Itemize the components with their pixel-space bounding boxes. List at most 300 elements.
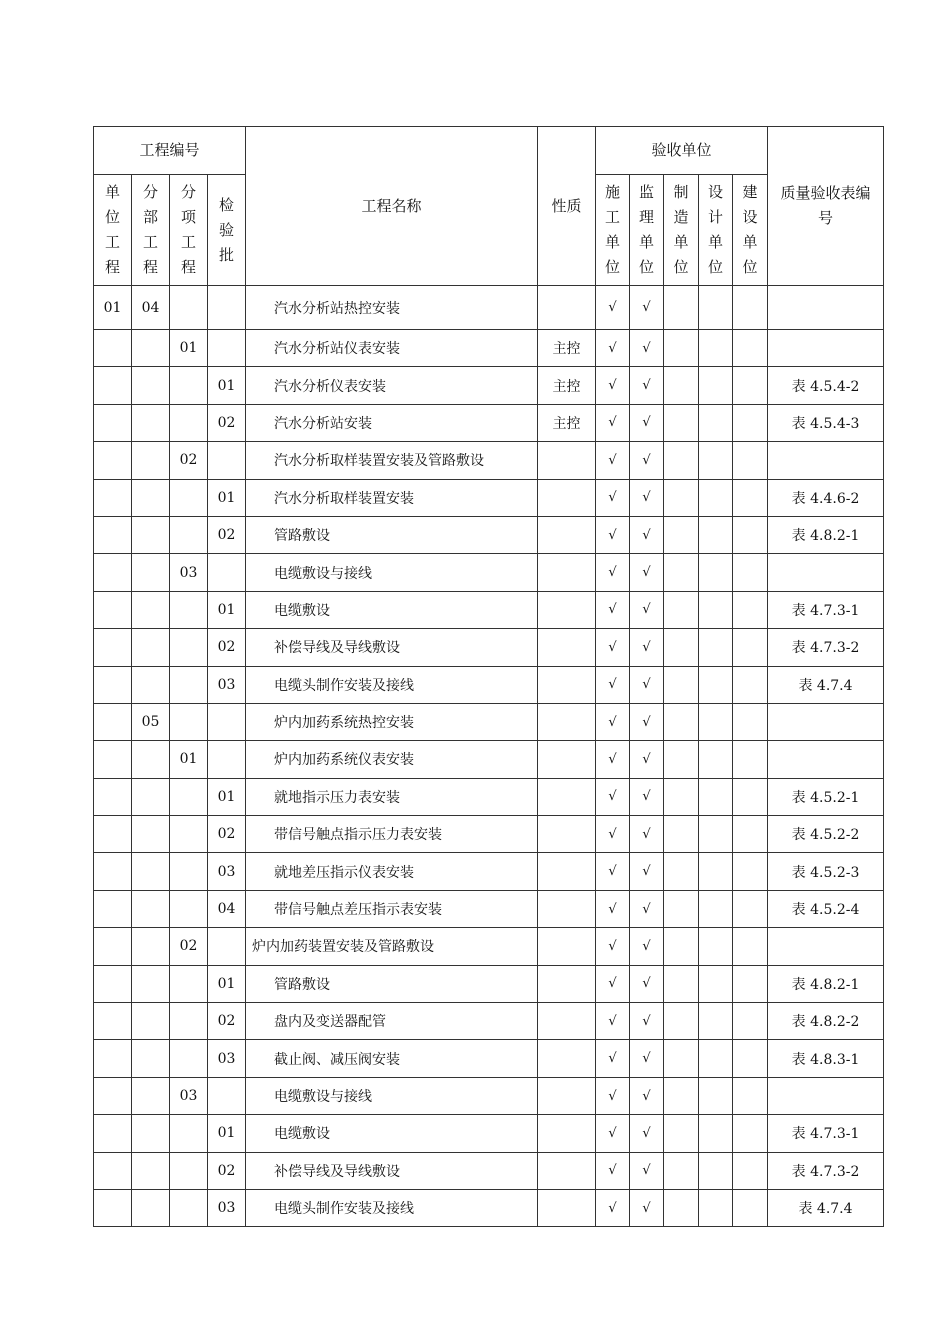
inspection-lot-cell: 01 — [208, 591, 246, 628]
form-number-cell: 表 4.7.3-1 — [768, 1115, 884, 1152]
project-name-cell: 汽水分析取样装置安装及管路敷设 — [246, 442, 538, 479]
project-name-cell: 电缆敷设 — [246, 591, 538, 628]
item-project-cell — [170, 853, 208, 890]
inspection-lot-cell — [208, 741, 246, 778]
inspection-lot-cell: 02 — [208, 1003, 246, 1040]
owner-check — [733, 703, 768, 740]
table-row — [94, 816, 884, 853]
sub-project-cell — [132, 778, 170, 815]
item-project-cell: 02 — [170, 928, 208, 965]
manufacturing-check — [664, 703, 699, 740]
supervision-check: √ — [630, 928, 664, 965]
item-project-cell — [170, 1040, 208, 1077]
unit-project-cell — [94, 703, 132, 740]
sub-project-cell — [132, 1040, 170, 1077]
manufacturing-check — [664, 286, 699, 330]
design-check — [699, 404, 733, 441]
form-number-cell — [768, 1077, 884, 1114]
sub-project-cell — [132, 442, 170, 479]
table-row — [94, 1189, 884, 1226]
table-row — [94, 286, 884, 330]
sub-project-cell — [132, 1115, 170, 1152]
unit-project-cell — [94, 666, 132, 703]
nature-cell — [538, 1152, 596, 1189]
unit-project-cell — [94, 741, 132, 778]
item-project-cell — [170, 816, 208, 853]
construction-check: √ — [596, 816, 630, 853]
inspection-lot-cell: 02 — [208, 516, 246, 553]
form-number-cell — [768, 442, 884, 479]
owner-check — [733, 367, 768, 404]
sub-project-cell — [132, 890, 170, 927]
design-check — [699, 1003, 733, 1040]
design-check — [699, 330, 733, 367]
sub-project-cell — [132, 554, 170, 591]
sub-project-cell — [132, 928, 170, 965]
header-sub-project: 分部工程 — [132, 175, 170, 286]
table-row — [94, 965, 884, 1002]
form-number-cell — [768, 703, 884, 740]
project-name-cell: 电缆头制作安装及接线 — [246, 1189, 538, 1226]
supervision-check: √ — [630, 367, 664, 404]
nature-cell — [538, 816, 596, 853]
owner-check — [733, 479, 768, 516]
owner-check — [733, 629, 768, 666]
item-project-cell — [170, 591, 208, 628]
supervision-check: √ — [630, 1003, 664, 1040]
sub-project-cell — [132, 965, 170, 1002]
inspection-lot-cell: 01 — [208, 1115, 246, 1152]
form-number-cell: 表 4.5.4-2 — [768, 367, 884, 404]
supervision-check: √ — [630, 1040, 664, 1077]
project-name-cell: 带信号触点差压指示表安装 — [246, 890, 538, 927]
manufacturing-check — [664, 1077, 699, 1114]
form-number-cell — [768, 928, 884, 965]
nature-cell — [538, 442, 596, 479]
construction-check: √ — [596, 516, 630, 553]
table-row — [94, 853, 884, 890]
manufacturing-check — [664, 928, 699, 965]
header-inspection-lot: 检验批 — [208, 175, 246, 286]
header-acceptance-units: 验收单位 — [596, 127, 768, 175]
table-row — [94, 1077, 884, 1114]
unit-project-cell — [94, 890, 132, 927]
item-project-cell — [170, 516, 208, 553]
manufacturing-check — [664, 442, 699, 479]
sub-project-cell: 05 — [132, 703, 170, 740]
project-name-cell: 截止阀、减压阀安装 — [246, 1040, 538, 1077]
header-project-name: 工程名称 — [246, 127, 538, 286]
construction-check: √ — [596, 286, 630, 330]
inspection-lot-cell — [208, 1077, 246, 1114]
construction-check: √ — [596, 404, 630, 441]
supervision-check: √ — [630, 965, 664, 1002]
nature-cell — [538, 890, 596, 927]
owner-check — [733, 890, 768, 927]
project-name-cell: 补偿导线及导线敷设 — [246, 1152, 538, 1189]
table-row — [94, 1115, 884, 1152]
owner-check — [733, 591, 768, 628]
manufacturing-check — [664, 330, 699, 367]
unit-project-cell — [94, 1003, 132, 1040]
supervision-check: √ — [630, 1152, 664, 1189]
item-project-cell: 01 — [170, 741, 208, 778]
supervision-check: √ — [630, 1115, 664, 1152]
inspection-lot-cell: 01 — [208, 367, 246, 404]
sub-project-cell — [132, 741, 170, 778]
design-check — [699, 1189, 733, 1226]
inspection-lot-cell — [208, 703, 246, 740]
manufacturing-check — [664, 816, 699, 853]
owner-check — [733, 853, 768, 890]
supervision-check: √ — [630, 330, 664, 367]
inspection-lot-cell: 02 — [208, 404, 246, 441]
construction-check: √ — [596, 629, 630, 666]
sub-project-cell — [132, 1003, 170, 1040]
header-item-project: 分项工程 — [170, 175, 208, 286]
nature-cell — [538, 1040, 596, 1077]
table-row — [94, 703, 884, 740]
sub-project-cell — [132, 666, 170, 703]
supervision-check: √ — [630, 741, 664, 778]
design-check — [699, 1077, 733, 1114]
sub-project-cell — [132, 1152, 170, 1189]
manufacturing-check — [664, 479, 699, 516]
construction-check: √ — [596, 965, 630, 1002]
supervision-check: √ — [630, 666, 664, 703]
nature-cell — [538, 741, 596, 778]
construction-check: √ — [596, 1152, 630, 1189]
unit-project-cell — [94, 479, 132, 516]
supervision-check: √ — [630, 554, 664, 591]
form-number-cell: 表 4.5.4-3 — [768, 404, 884, 441]
table-row — [94, 554, 884, 591]
owner-check — [733, 741, 768, 778]
project-name-cell: 汽水分析仪表安装 — [246, 367, 538, 404]
manufacturing-check — [664, 778, 699, 815]
owner-check — [733, 1077, 768, 1114]
supervision-check: √ — [630, 286, 664, 330]
manufacturing-check — [664, 1040, 699, 1077]
form-number-cell: 表 4.7.4 — [768, 666, 884, 703]
unit-project-cell — [94, 1189, 132, 1226]
form-number-cell: 表 4.8.2-2 — [768, 1003, 884, 1040]
owner-check — [733, 778, 768, 815]
supervision-check: √ — [630, 404, 664, 441]
nature-cell — [538, 554, 596, 591]
unit-project-cell — [94, 1152, 132, 1189]
table-body — [94, 286, 884, 1227]
item-project-cell — [170, 778, 208, 815]
construction-check: √ — [596, 367, 630, 404]
nature-cell — [538, 1115, 596, 1152]
nature-cell — [538, 629, 596, 666]
header-owner-unit: 建设单位 — [733, 175, 768, 286]
project-name-cell: 管路敷设 — [246, 516, 538, 553]
header-construction-unit: 施工单位 — [596, 175, 630, 286]
manufacturing-check — [664, 965, 699, 1002]
nature-cell — [538, 1189, 596, 1226]
manufacturing-check — [664, 853, 699, 890]
construction-check: √ — [596, 1003, 630, 1040]
owner-check — [733, 1040, 768, 1077]
form-number-cell: 表 4.7.3-1 — [768, 591, 884, 628]
unit-project-cell — [94, 367, 132, 404]
nature-cell — [538, 853, 596, 890]
sub-project-cell — [132, 853, 170, 890]
sub-project-cell — [132, 816, 170, 853]
item-project-cell: 03 — [170, 1077, 208, 1114]
nature-cell — [538, 1003, 596, 1040]
owner-check — [733, 928, 768, 965]
design-check — [699, 666, 733, 703]
unit-project-cell — [94, 1115, 132, 1152]
construction-check: √ — [596, 778, 630, 815]
project-name-cell: 汽水分析站仪表安装 — [246, 330, 538, 367]
manufacturing-check — [664, 591, 699, 628]
form-number-cell — [768, 554, 884, 591]
item-project-cell — [170, 890, 208, 927]
unit-project-cell — [94, 928, 132, 965]
design-check — [699, 890, 733, 927]
acceptance-table — [93, 126, 884, 1227]
supervision-check: √ — [630, 516, 664, 553]
nature-cell — [538, 666, 596, 703]
item-project-cell — [170, 1152, 208, 1189]
unit-project-cell — [94, 442, 132, 479]
table-row — [94, 330, 884, 367]
form-number-cell: 表 4.8.2-1 — [768, 516, 884, 553]
construction-check: √ — [596, 928, 630, 965]
sub-project-cell — [132, 516, 170, 553]
supervision-check: √ — [630, 853, 664, 890]
design-check — [699, 516, 733, 553]
manufacturing-check — [664, 1189, 699, 1226]
inspection-lot-cell — [208, 928, 246, 965]
nature-cell — [538, 778, 596, 815]
inspection-lot-cell — [208, 442, 246, 479]
design-check — [699, 554, 733, 591]
table-row — [94, 629, 884, 666]
item-project-cell: 01 — [170, 330, 208, 367]
nature-cell: 主控 — [538, 330, 596, 367]
project-name-cell: 带信号触点指示压力表安装 — [246, 816, 538, 853]
construction-check: √ — [596, 591, 630, 628]
construction-check: √ — [596, 479, 630, 516]
unit-project-cell: 01 — [94, 286, 132, 330]
manufacturing-check — [664, 1115, 699, 1152]
inspection-lot-cell: 02 — [208, 816, 246, 853]
form-number-cell — [768, 330, 884, 367]
unit-project-cell — [94, 591, 132, 628]
owner-check — [733, 1115, 768, 1152]
header-project-code: 工程编号 — [94, 127, 246, 175]
nature-cell — [538, 703, 596, 740]
design-check — [699, 1040, 733, 1077]
construction-check: √ — [596, 330, 630, 367]
item-project-cell — [170, 1115, 208, 1152]
construction-check: √ — [596, 666, 630, 703]
item-project-cell — [170, 404, 208, 441]
form-number-cell — [768, 741, 884, 778]
item-project-cell — [170, 1003, 208, 1040]
item-project-cell — [170, 666, 208, 703]
project-name-cell: 汽水分析取样装置安装 — [246, 479, 538, 516]
table-row — [94, 778, 884, 815]
owner-check — [733, 1003, 768, 1040]
owner-check — [733, 1152, 768, 1189]
design-check — [699, 778, 733, 815]
design-check — [699, 286, 733, 330]
form-number-cell: 表 4.8.2-1 — [768, 965, 884, 1002]
table-row — [94, 890, 884, 927]
inspection-lot-cell: 03 — [208, 1189, 246, 1226]
sub-project-cell — [132, 479, 170, 516]
construction-check: √ — [596, 853, 630, 890]
item-project-cell — [170, 629, 208, 666]
header-supervision-unit: 监理单位 — [630, 175, 664, 286]
supervision-check: √ — [630, 890, 664, 927]
inspection-lot-cell: 02 — [208, 1152, 246, 1189]
item-project-cell — [170, 367, 208, 404]
design-check — [699, 741, 733, 778]
owner-check — [733, 330, 768, 367]
item-project-cell — [170, 479, 208, 516]
project-name-cell: 盘内及变送器配管 — [246, 1003, 538, 1040]
inspection-lot-cell: 03 — [208, 1040, 246, 1077]
header-design-unit: 设计单位 — [699, 175, 733, 286]
sub-project-cell: 04 — [132, 286, 170, 330]
design-check — [699, 442, 733, 479]
form-number-cell: 表 4.8.3-1 — [768, 1040, 884, 1077]
sub-project-cell — [132, 367, 170, 404]
owner-check — [733, 442, 768, 479]
supervision-check: √ — [630, 1189, 664, 1226]
sub-project-cell — [132, 330, 170, 367]
form-number-cell: 表 4.7.4 — [768, 1189, 884, 1226]
header-nature: 性质 — [538, 127, 596, 286]
owner-check — [733, 666, 768, 703]
design-check — [699, 965, 733, 1002]
project-name-cell: 电缆头制作安装及接线 — [246, 666, 538, 703]
table-row — [94, 741, 884, 778]
construction-check: √ — [596, 741, 630, 778]
owner-check — [733, 554, 768, 591]
owner-check — [733, 1189, 768, 1226]
nature-cell: 主控 — [538, 367, 596, 404]
table-row — [94, 367, 884, 404]
form-number-cell — [768, 286, 884, 330]
construction-check: √ — [596, 554, 630, 591]
project-name-cell: 电缆敷设 — [246, 1115, 538, 1152]
manufacturing-check — [664, 554, 699, 591]
header-manufacturing-unit: 制造单位 — [664, 175, 699, 286]
item-project-cell: 02 — [170, 442, 208, 479]
manufacturing-check — [664, 1003, 699, 1040]
project-name-cell: 就地指示压力表安装 — [246, 778, 538, 815]
table-row — [94, 1040, 884, 1077]
table-row — [94, 479, 884, 516]
table-row — [94, 591, 884, 628]
owner-check — [733, 286, 768, 330]
project-name-cell: 就地差压指示仪表安装 — [246, 853, 538, 890]
table-row — [94, 404, 884, 441]
project-name-cell: 管路敷设 — [246, 965, 538, 1002]
design-check — [699, 703, 733, 740]
unit-project-cell — [94, 629, 132, 666]
sub-project-cell — [132, 1189, 170, 1226]
form-number-cell: 表 4.5.2-4 — [768, 890, 884, 927]
sub-project-cell — [132, 629, 170, 666]
project-name-cell: 电缆敷设与接线 — [246, 1077, 538, 1114]
nature-cell — [538, 965, 596, 1002]
design-check — [699, 1152, 733, 1189]
table-row — [94, 1152, 884, 1189]
table-row — [94, 516, 884, 553]
supervision-check: √ — [630, 479, 664, 516]
design-check — [699, 816, 733, 853]
form-number-cell: 表 4.5.2-2 — [768, 816, 884, 853]
manufacturing-check — [664, 741, 699, 778]
construction-check: √ — [596, 1040, 630, 1077]
header-quality-form-no: 质量验收表编号 — [768, 127, 884, 286]
table-row — [94, 928, 884, 965]
manufacturing-check — [664, 666, 699, 703]
manufacturing-check — [664, 516, 699, 553]
manufacturing-check — [664, 629, 699, 666]
inspection-lot-cell: 02 — [208, 629, 246, 666]
project-name-cell: 汽水分析站安装 — [246, 404, 538, 441]
unit-project-cell — [94, 330, 132, 367]
inspection-lot-cell: 03 — [208, 853, 246, 890]
project-name-cell: 炉内加药系统仪表安装 — [246, 741, 538, 778]
form-number-cell: 表 4.5.2-3 — [768, 853, 884, 890]
construction-check: √ — [596, 703, 630, 740]
sub-project-cell — [132, 591, 170, 628]
manufacturing-check — [664, 404, 699, 441]
project-name-cell: 炉内加药系统热控安装 — [246, 703, 538, 740]
item-project-cell — [170, 965, 208, 1002]
nature-cell — [538, 516, 596, 553]
unit-project-cell — [94, 853, 132, 890]
supervision-check: √ — [630, 778, 664, 815]
design-check — [699, 367, 733, 404]
nature-cell: 主控 — [538, 404, 596, 441]
design-check — [699, 928, 733, 965]
sub-project-cell — [132, 404, 170, 441]
construction-check: √ — [596, 1115, 630, 1152]
owner-check — [733, 516, 768, 553]
project-name-cell: 补偿导线及导线敷设 — [246, 629, 538, 666]
supervision-check: √ — [630, 591, 664, 628]
owner-check — [733, 816, 768, 853]
supervision-check: √ — [630, 1077, 664, 1114]
unit-project-cell — [94, 554, 132, 591]
table-row — [94, 442, 884, 479]
item-project-cell — [170, 286, 208, 330]
supervision-check: √ — [630, 442, 664, 479]
project-name-cell: 汽水分析站热控安装 — [246, 286, 538, 330]
supervision-check: √ — [630, 629, 664, 666]
item-project-cell: 03 — [170, 554, 208, 591]
unit-project-cell — [94, 1040, 132, 1077]
form-number-cell: 表 4.5.2-1 — [768, 778, 884, 815]
form-number-cell: 表 4.4.6-2 — [768, 479, 884, 516]
nature-cell — [538, 1077, 596, 1114]
unit-project-cell — [94, 816, 132, 853]
unit-project-cell — [94, 778, 132, 815]
manufacturing-check — [664, 890, 699, 927]
